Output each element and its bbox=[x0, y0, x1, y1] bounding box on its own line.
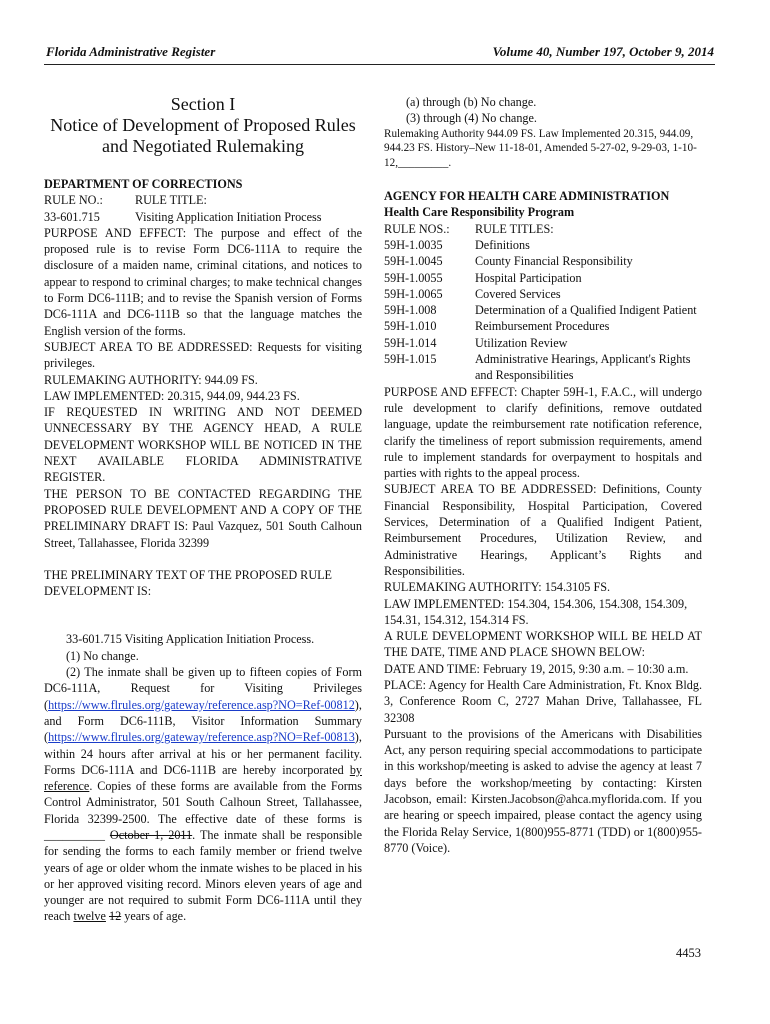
inserted-twelve: twelve bbox=[73, 909, 106, 924]
law-implemented-ahca: LAW IMPLEMENTED: 154.304, 154.306, 154.308, 154.309, 154.31, 154.312, 154.314 FS. bbox=[384, 596, 688, 627]
rule-header-row bbox=[44, 192, 362, 208]
rule-row bbox=[44, 209, 362, 225]
law-implemented: LAW IMPLEMENTED: 20.315, 944.09, 944.23 FS. bbox=[44, 388, 300, 403]
rule-list-item bbox=[384, 335, 702, 351]
rule-nos-label: RULE NOS.: bbox=[384, 221, 450, 236]
rule-list-number: 59H-1.010 bbox=[384, 319, 437, 334]
rule-item-2 bbox=[44, 664, 362, 925]
rule-history: Rulemaking Authority 944.09 FS. Law Implemented 20.315, 944.09, 944.23 FS. History–New 11-18-01, Amended 5-27-02, 9-29-03, 1-10-12,_________. bbox=[384, 127, 697, 169]
rule-list-title: Administrative Hearings, Applicant's Rights and Responsibilities bbox=[475, 352, 691, 383]
rule-list-number: 59H-1.015 bbox=[384, 352, 437, 367]
rule-item-2-text-f: years of age. bbox=[121, 909, 187, 924]
section-title-line2: and Negotiated Rulemaking bbox=[102, 136, 304, 156]
rule-list-item bbox=[384, 351, 702, 384]
rule-list-number: 59H-1.0065 bbox=[384, 286, 443, 301]
rule-list-number: 59H-1.0035 bbox=[384, 237, 443, 252]
inserted-by-reference: by reference bbox=[44, 762, 362, 794]
subject-area: SUBJECT AREA TO BE ADDRESSED: Requests for visiting privileges. bbox=[44, 339, 362, 371]
rule-text-heading: 33-601.715 Visiting Application Initiation Process. bbox=[66, 632, 315, 647]
rule-list-number: 59H-1.008 bbox=[384, 303, 437, 318]
purpose-and-effect: PURPOSE AND EFFECT: The purpose and effect of the proposed rule is to revise Form DC6-111A to require the disclosure of a maiden name, criminal citations, and notices to appear to respond to criminal charges; to make technical changes to Form DC6-111B; and to revise the Spanish version of Forms DC6-111A and DC6-111B so that the language matches the English version of the forms. bbox=[44, 225, 362, 338]
workshop-place: PLACE: Agency for Health Care Administration, Ft. Knox Bldg. 3, Conference Room C, 2727 Mahan Drive, Tallahassee, FL 32308 bbox=[384, 678, 702, 725]
section-number: Section I bbox=[170, 94, 236, 114]
rule-title-label: RULE TITLE: bbox=[135, 193, 207, 208]
header-publication-title: Florida Administrative Register bbox=[46, 44, 216, 59]
rules-header-row bbox=[384, 221, 702, 237]
rule-item-a: (a) through (b) No change. bbox=[406, 95, 537, 109]
workshop-announcement: A RULE DEVELOPMENT WORKSHOP WILL BE HELD AT THE DATE, TIME AND PLACE SHOWN BELOW: bbox=[384, 629, 702, 660]
rule-list-number: 59H-1.014 bbox=[384, 335, 437, 350]
header-divider bbox=[44, 64, 715, 65]
rule-list-item bbox=[384, 237, 702, 253]
right-column bbox=[384, 94, 702, 856]
rule-list-title: Reimbursement Procedures bbox=[475, 319, 610, 334]
rule-list-item bbox=[384, 318, 702, 334]
rule-list-title: Definitions bbox=[475, 237, 530, 252]
rule-item-2-text-b: ), and Form DC6-111B, Visitor Information Summary ( bbox=[44, 697, 362, 745]
rule-list-item bbox=[384, 253, 702, 269]
rule-item-2-text-c: ), within 24 hours after arrival at his or her permanent facility. Forms DC6-111A and DC6-111B are hereby incorporated bbox=[44, 730, 362, 777]
rule-list-number: 59H-1.0045 bbox=[384, 254, 443, 269]
rulemaking-authority-ahca: RULEMAKING AUTHORITY: 154.3105 FS. bbox=[384, 580, 611, 595]
preliminary-text-heading: THE PRELIMINARY TEXT OF THE PROPOSED RULE DEVELOPMENT IS: bbox=[44, 567, 333, 599]
contact-person: THE PERSON TO BE CONTACTED REGARDING THE PROPOSED RULE DEVELOPMENT AND A COPY OF THE PRELIMINARY DRAFT IS: Paul Vazquez, 501 South Calhoun Street, Tallahassee, Florida 32399 bbox=[44, 486, 362, 550]
rule-item-2-text-a: (2) The inmate shall be given up to fifteen copies of Form DC6-111A, Request for Visiting Privileges ( bbox=[44, 665, 362, 712]
workshop-notice: IF REQUESTED IN WRITING AND NOT DEEMED UNNECESSARY BY THE AGENCY HEAD, A RULE DEVELOPMENT WORKSHOP WILL BE NOTICED IN THE NEXT AVAILABLE FLORIDA ADMINISTRATIVE REGISTER. bbox=[44, 405, 362, 485]
section-title-line1: Notice of Development of Proposed Rules bbox=[50, 115, 356, 135]
rule-item-2-text-e: . The inmate shall be responsible for sending the forms to each family member or friend twelve years of age or older whom the inmate wishes to be placed in his or her approved visiting record. Minors eleven years of age and younger are not required to submit Form DC6-111A until they reach bbox=[44, 827, 362, 924]
rule-titles-label: RULE TITLES: bbox=[475, 221, 554, 236]
rule-list-item bbox=[384, 286, 702, 302]
agency-name: AGENCY FOR HEALTH CARE ADMINISTRATION bbox=[384, 189, 670, 204]
section-heading bbox=[44, 94, 362, 157]
form-dc6-111a-link[interactable]: https://www.flrules.org/gateway/reference.asp?NO=Ref-00812 bbox=[48, 697, 355, 712]
department-name: DEPARTMENT OF CORRECTIONS bbox=[44, 177, 243, 191]
rule-list-item bbox=[384, 270, 702, 286]
rule-list-title: Covered Services bbox=[475, 286, 561, 301]
rulemaking-authority: RULEMAKING AUTHORITY: 944.09 FS. bbox=[44, 372, 258, 387]
rule-no-label: RULE NO.: bbox=[44, 193, 103, 208]
rule-title: Visiting Application Initiation Process bbox=[135, 209, 322, 224]
header-volume-info: Volume 40, Number 197, October 9, 2014 bbox=[492, 44, 714, 59]
rule-item-2-text-d: . Copies of these forms are available from the Forms Control Administrator, 501 South Calhoun Street, Tallahassee, Florida 32399-2500. The effective date of these forms is __________ bbox=[44, 779, 362, 842]
deleted-12: 12 bbox=[108, 909, 122, 924]
rule-list-title: Determination of a Qualified Indigent Patient bbox=[475, 303, 697, 318]
rule-list-title: Hospital Participation bbox=[475, 270, 582, 285]
deleted-date: October 1, 2011 bbox=[109, 827, 193, 842]
left-column bbox=[44, 94, 362, 925]
rule-item-1: (1) No change. bbox=[66, 648, 139, 663]
workshop-date-time: DATE AND TIME: February 19, 2015, 9:30 a.m. – 10:30 a.m. bbox=[384, 661, 689, 676]
form-dc6-111b-link[interactable]: https://www.flrules.org/gateway/reference.asp?NO=Ref-00813 bbox=[48, 730, 355, 745]
purpose-and-effect-ahca: PURPOSE AND EFFECT: Chapter 59H-1, F.A.C., will undergo rule development to clarify definitions, remove outdated language, update the reimbursement rate notification reference, clarify the timeliness of report submission requirements, amend rule to implement standards for overpayment to hospitals and parties with rights to the appeal process. bbox=[384, 384, 702, 481]
rule-number: 33-601.715 bbox=[44, 209, 100, 224]
rule-list-title: Utilization Review bbox=[475, 335, 568, 350]
rule-list-item bbox=[384, 302, 702, 318]
subject-area-ahca: SUBJECT AREA TO BE ADDRESSED: Definitions, County Financial Responsibility, Hospital Participation, Covered Services, Determination of a Qualified Indigent Patient, Reimbursement Procedures, Utilization Review, and Administrative Hearings, Applicant’s Rights and Responsibilities. bbox=[384, 482, 702, 578]
rule-item-3: (3) through (4) No change. bbox=[406, 111, 537, 126]
page-number: 4453 bbox=[676, 946, 701, 960]
ada-notice: Pursuant to the provisions of the Americans with Disabilities Act, any person requiring special accommodations to participate in this workshop/meeting is asked to advise the agency at least 7 days before the workshop/meeting by contacting: Kirsten Jacobson, email: Kirsten.Jacobson@ahca.myflorida.com. If you are hearing or speech impaired, please contact the agency using the Florida Relay Service, 1(800)955-8771 (TDD) or 1(800)955-8770 (Voice). bbox=[384, 726, 702, 855]
program-name: Health Care Responsibility Program bbox=[384, 205, 575, 220]
rule-list-number: 59H-1.0055 bbox=[384, 270, 443, 285]
rule-list-title: County Financial Responsibility bbox=[475, 254, 633, 269]
rules-list bbox=[384, 237, 702, 384]
